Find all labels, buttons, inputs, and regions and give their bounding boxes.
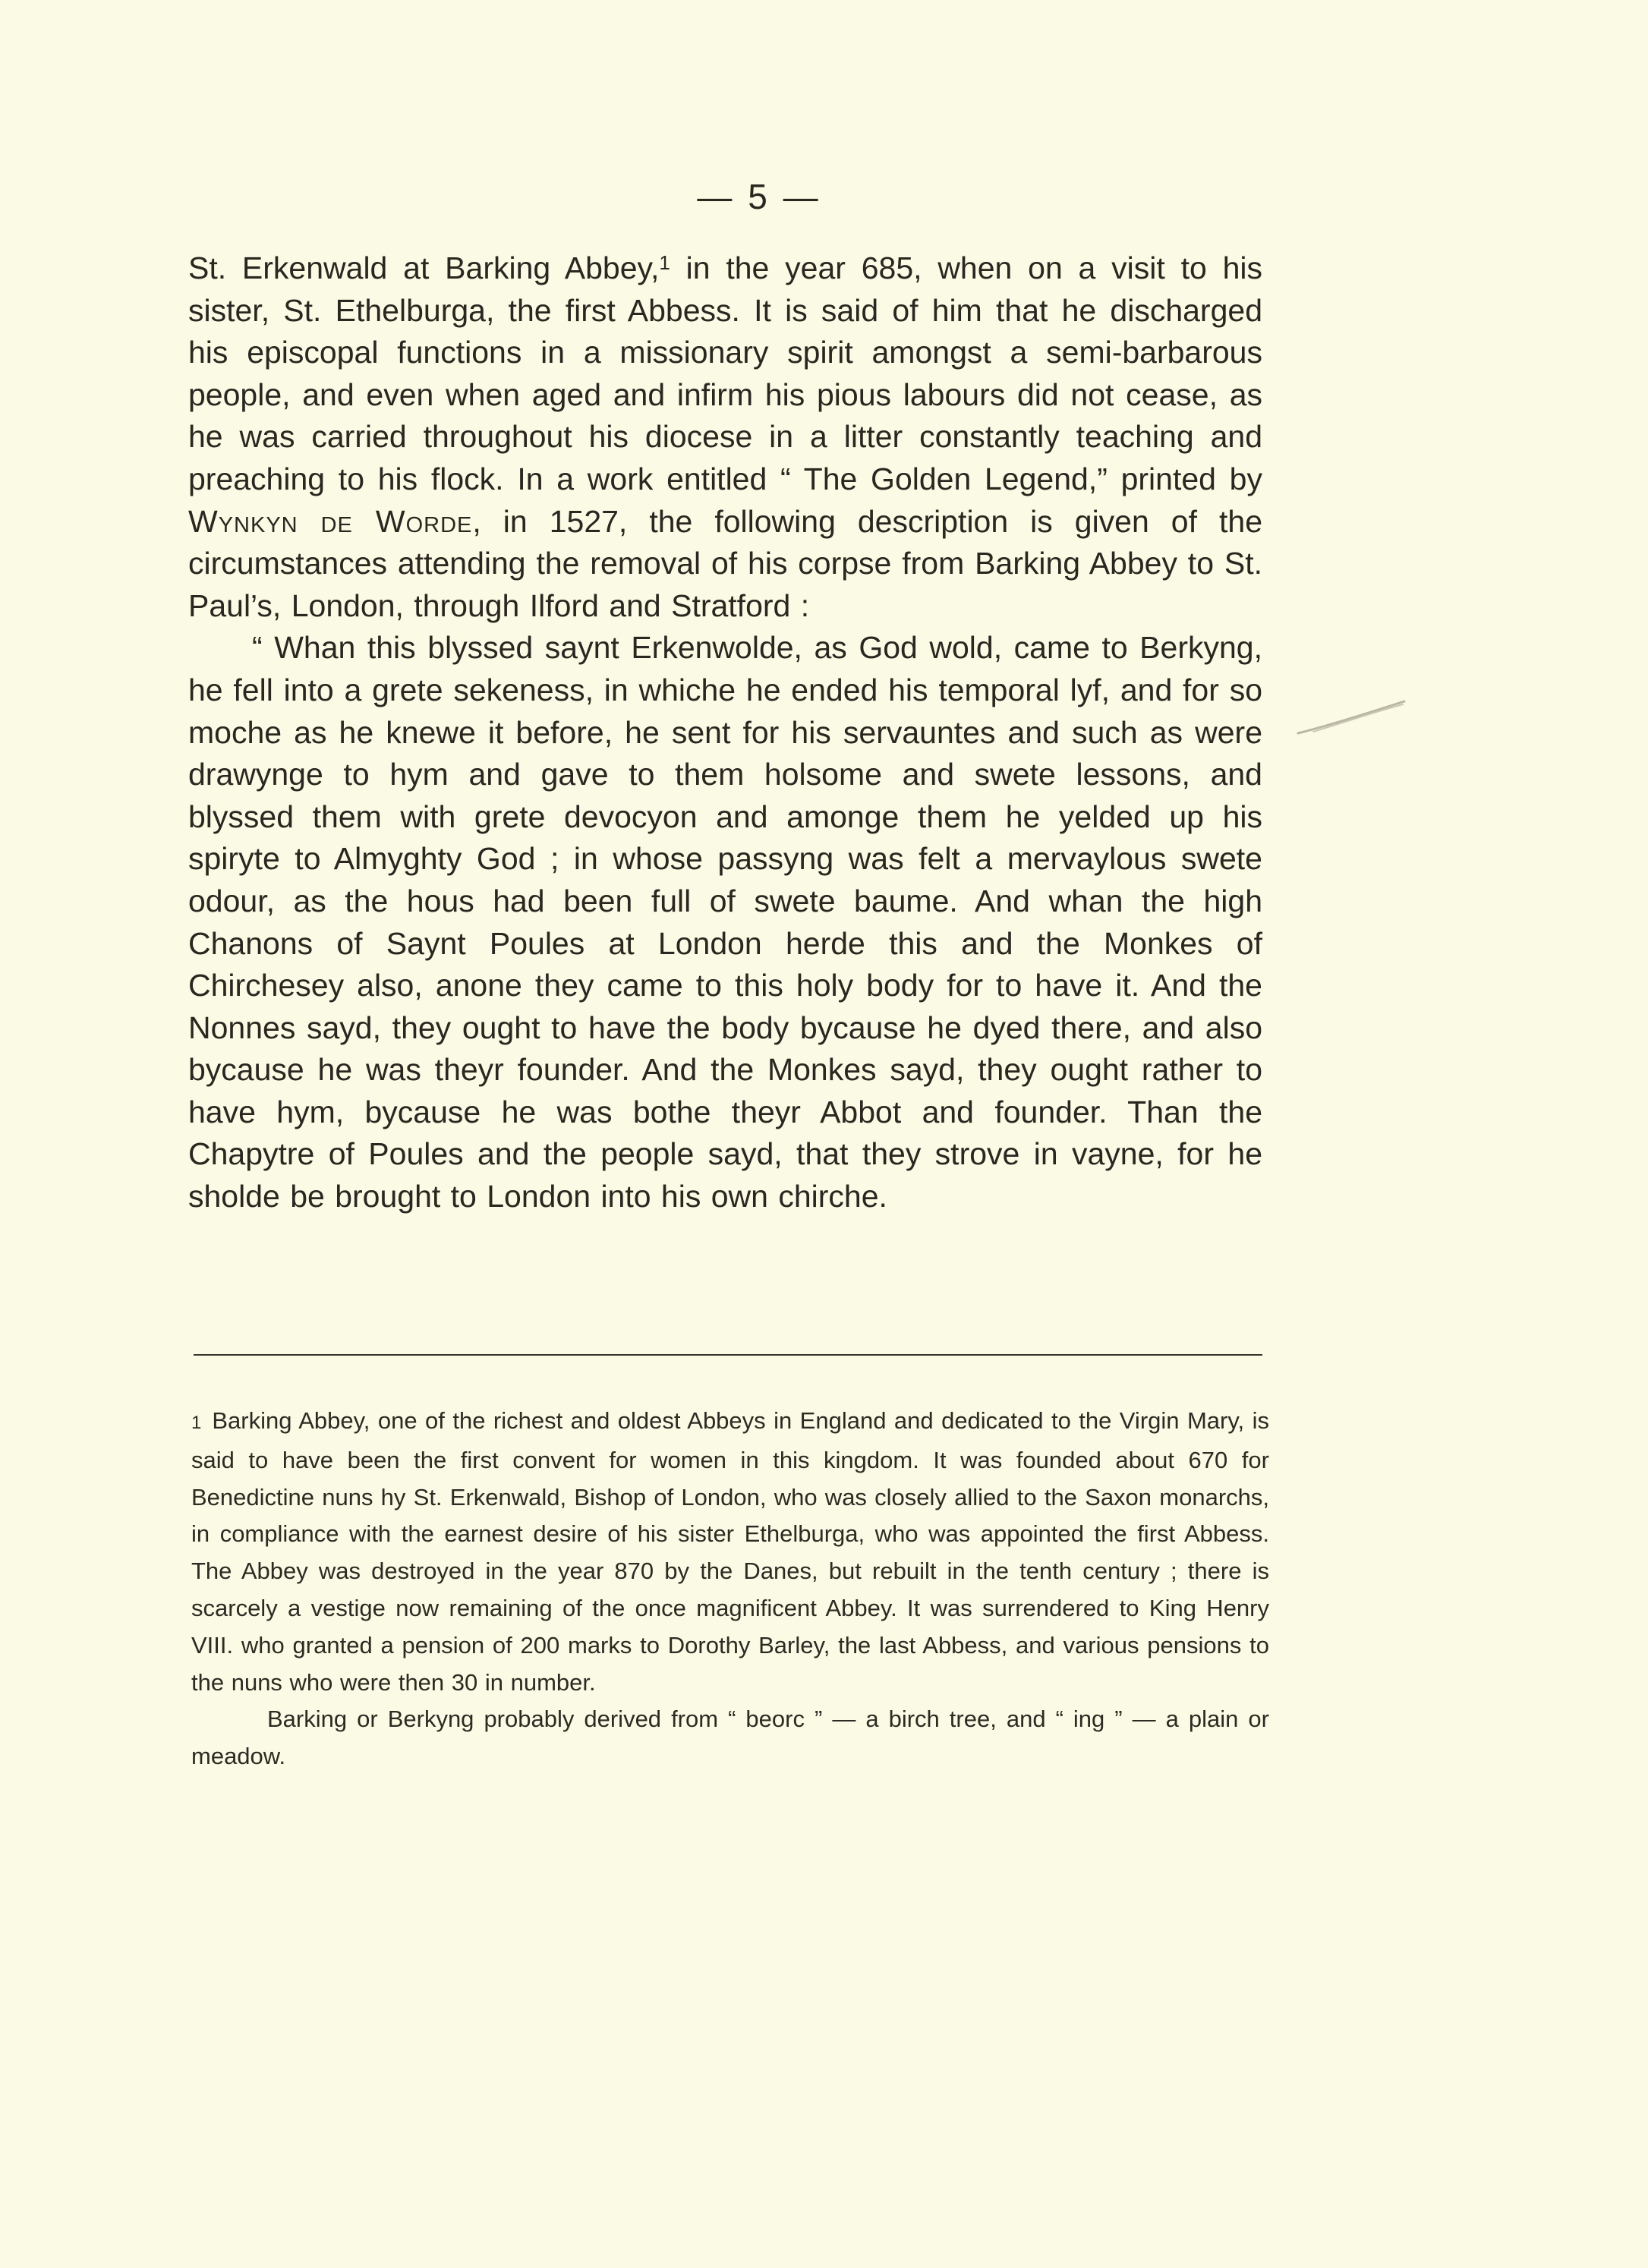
- paragraph-text: , in 1527, the following description is given of the circumstances attending the removal of his corpse from Barking Abbey to St. Paul’s, London, through Ilford and Stratford :: [188, 503, 1262, 623]
- paragraph-text: St. Erkenwald at Barking Abbey,: [188, 250, 660, 285]
- footnote-paragraph: [191, 1403, 1269, 1701]
- main-text: [188, 247, 1262, 1218]
- footnote: [191, 1403, 1269, 1775]
- quotation-golden-legend: “ Whan this blyssed saynt Erkenwolde, as God wold, came to Berkyng, he fell into a grete sekeness, in whiche he ended his temporal lyf, and for so moche as he knewe it before, he sent for his servauntes and such as were drawynge to hym and gave to them holsome and swete lessons, and blyssed them with grete devocyon and amonge them he yelded up his spiryte to Almyghty God ; in whose passyng was felt a mervaylous swete odour, as the hous had been full of swete baume. And whan the high Chanons of Saynt Poules at London herde this and the Monkes of Chirchesey also, anone they came to this holy body for to have it. And the Nonnes sayd, they ought to have the body bycause he dyed there, and also bycause he was theyr founder. And the Monkes sayd, they ought rather to have hym, bycause he was bothe theyr Abbot and founder. Than the Chapytre of Poules and the people sayd, that they strove in vayne, for he sholde be brought to London into his own chirche.: [188, 630, 1262, 1214]
- page-number: — 5 —: [697, 177, 821, 216]
- paragraph-text: in the year 685, when on a visit to his sister, St. Ethelburga, the first Abbess. It is said of him that he discharged his episcopal functions in a missionary spirit amongst a semi-barbarous people, and even when aged and infirm his pious labours did not cease, as he was carried throughout his diocese in a litter constantly teaching and preaching to his flock. In a work entitled “ The Golden Legend,” printed by: [188, 250, 1262, 496]
- paragraph-erkenwald: [188, 247, 1262, 627]
- printer-name: Wynkyn de Worde: [188, 503, 473, 539]
- stray-pen-mark: [1290, 697, 1412, 742]
- footnote-text: Barking Abbey, one of the richest and oldest Abbeys in England and dedicated to the Virgin Mary, is said to have been the first convent for women in this kingdom. It was founded about 670 for Benedictine nuns hy St. Erkenwald, Bishop of London, who was closely allied to the Saxon monarchs, in compliance with the earnest desire of his sister Ethelburga, who was appointed the first Abbess. The Abbey was destroyed in the year 870 by the Danes, but rebuilt in the tenth century ; there is scarcely a vestige now remaining of the once magnificent Abbey. It was surrendered to King Henry VIII. who granted a pension of 200 marks to Dorothy Barley, the last Abbess, and various pensions to the nuns who were then 30 in number.: [191, 1407, 1269, 1696]
- footnote-divider: [194, 1354, 1262, 1356]
- footnote-etymology: Barking or Berkyng probably derived from “ beorc ” — a birch tree, and “ ing ” — a plain or meadow.: [191, 1706, 1269, 1770]
- footnote-marker: 1: [191, 1413, 202, 1433]
- footnote-reference: 1: [659, 251, 670, 274]
